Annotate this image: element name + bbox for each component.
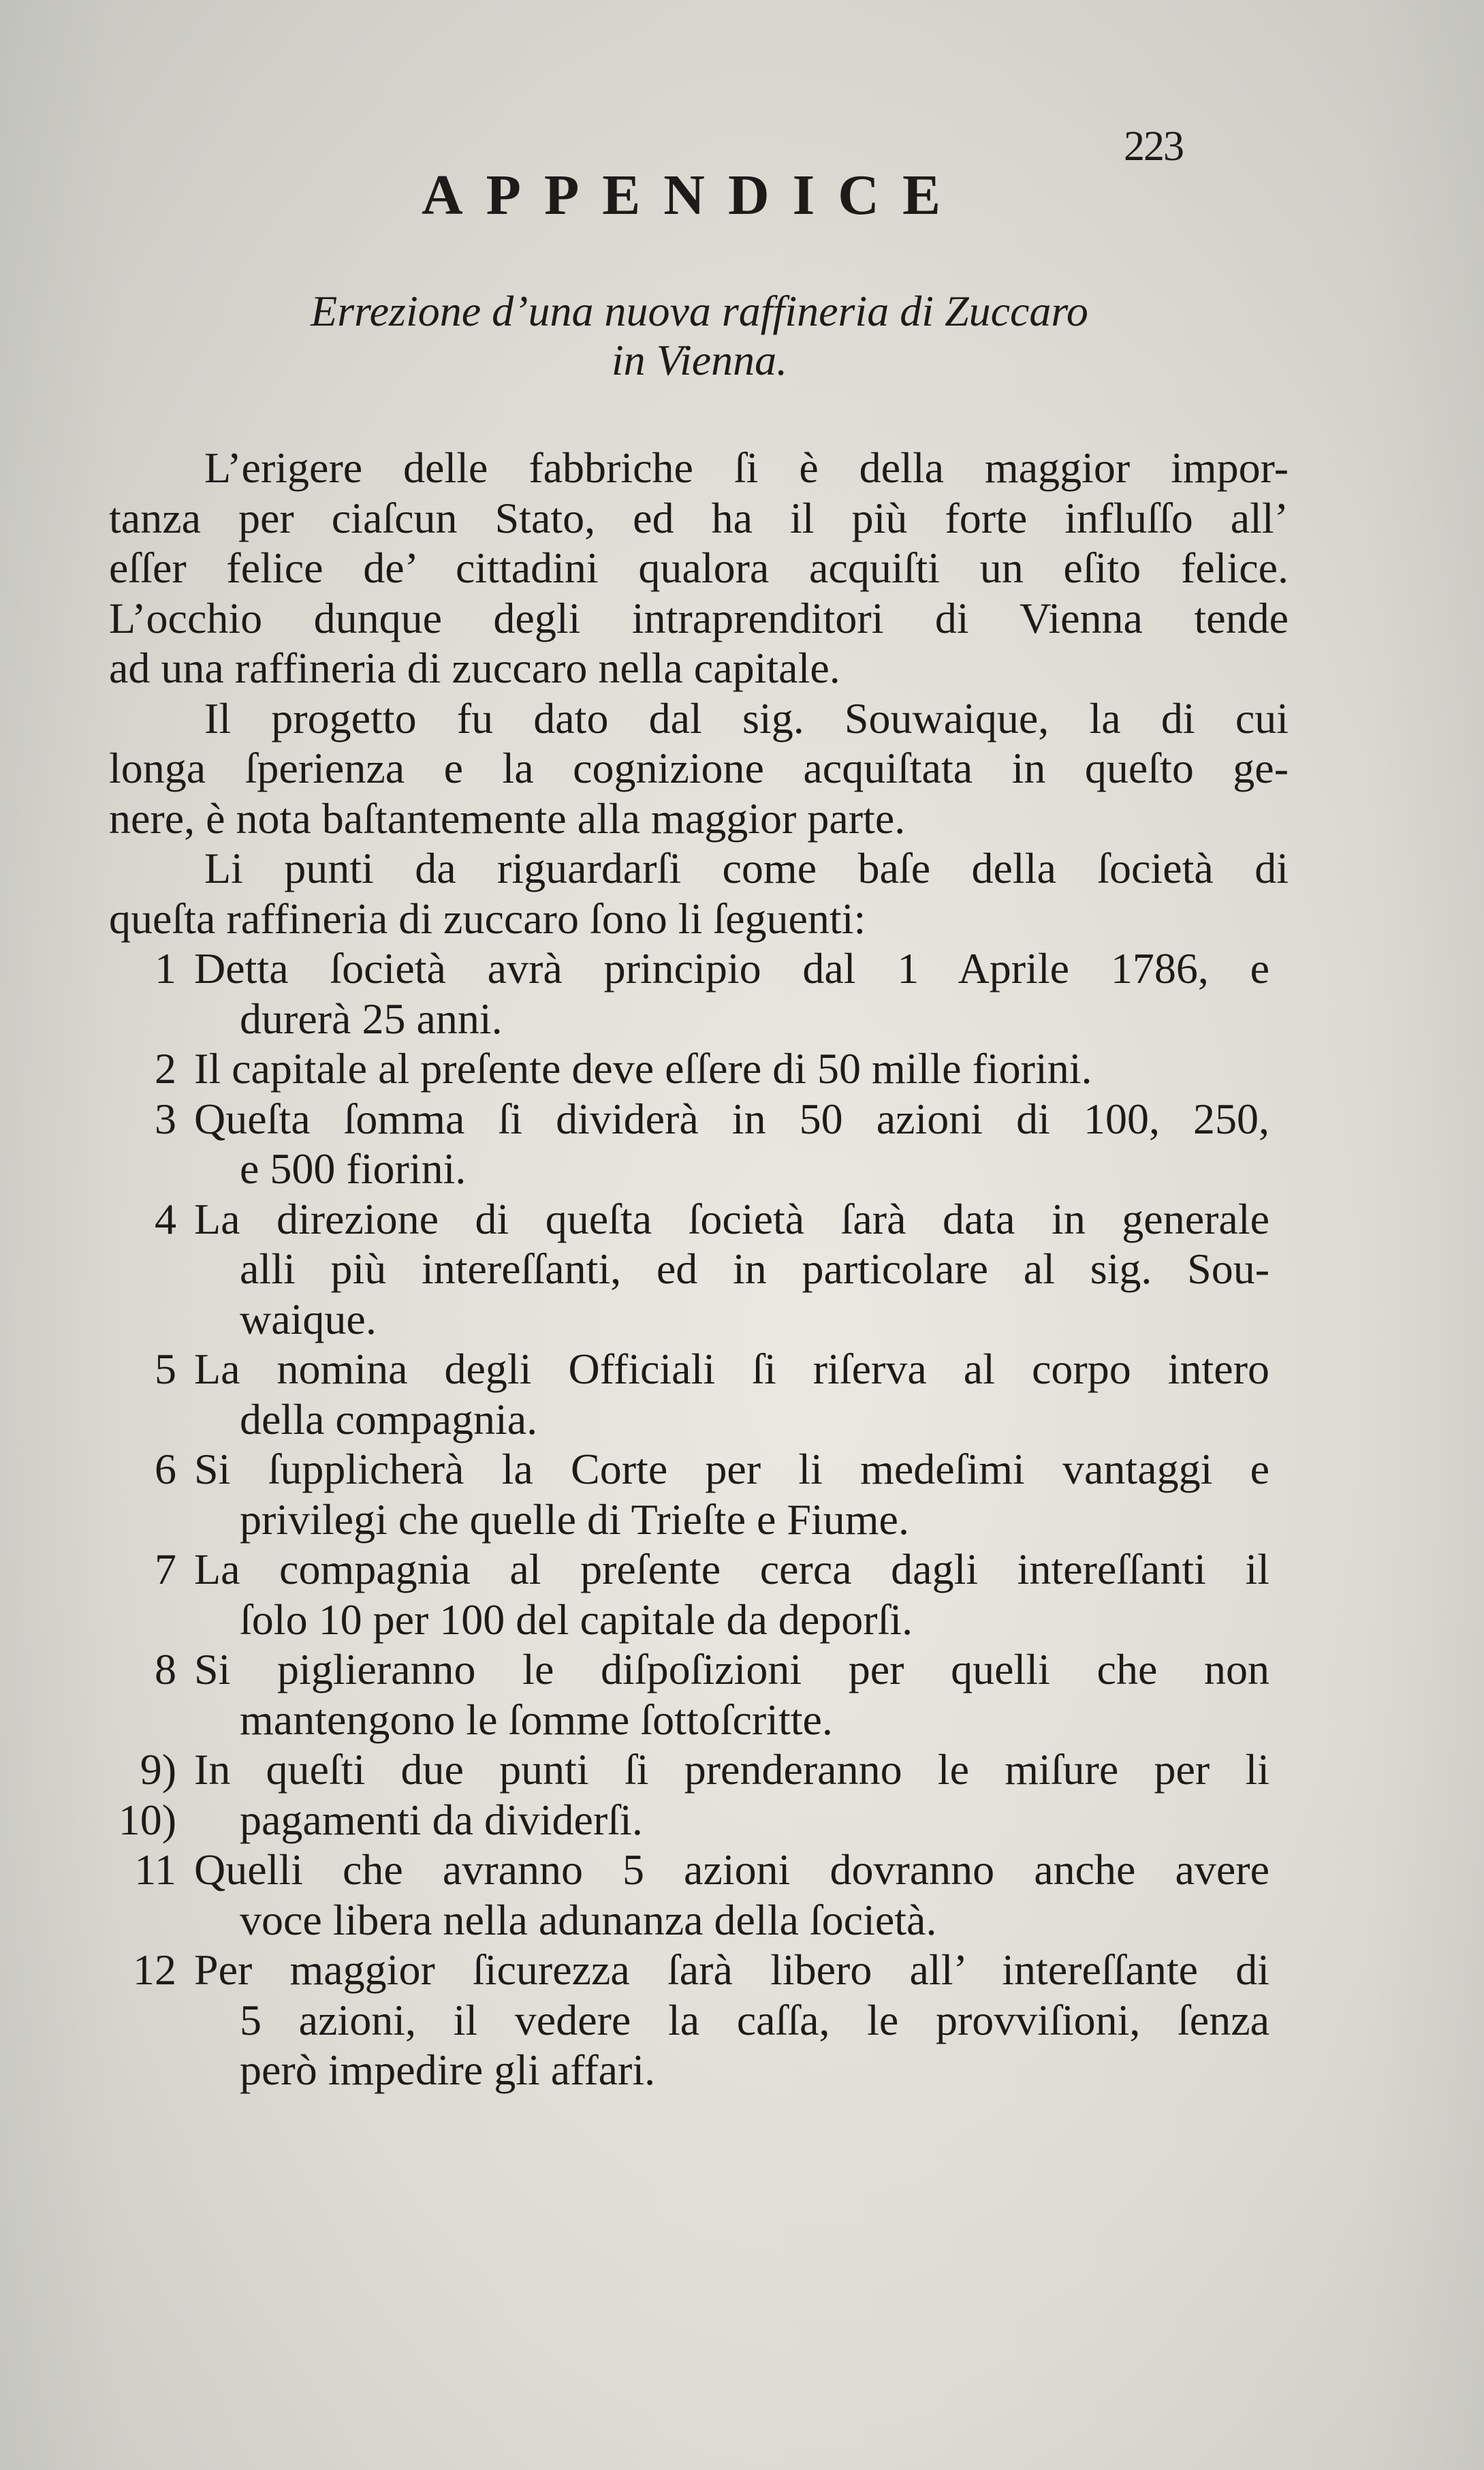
text-line	[0, 543, 1484, 593]
line-text: Queſta ſomma ſi dividerà in 50 azioni di 100, 250,	[194, 1094, 1269, 1143]
line-text: La compagnia al preſente cerca dagli intereſſanti il	[194, 1545, 1269, 1593]
list-item	[0, 1644, 1484, 1745]
line-text: Il progetto fu dato dal sig. Souwaique, la di cui	[204, 693, 1289, 742]
line-text: queſta raffineria di zuccaro ſono li ſeguenti:	[109, 894, 866, 943]
article-title-line-1: Errezione d’una nuova raffineria di Zuccaro	[311, 287, 1088, 335]
text-line	[0, 1094, 1484, 1144]
text-line	[0, 743, 1484, 794]
text-line	[0, 1244, 1484, 1294]
item-number: 10)	[118, 1795, 176, 1844]
text-line	[0, 1544, 1484, 1595]
line-text: privilegi che quelle di Trieſte e Fiume.	[240, 1495, 909, 1544]
article-title-line-2: in Vienna.	[611, 336, 788, 384]
item-number: 6	[155, 1445, 176, 1493]
text-line	[0, 1995, 1484, 2046]
line-text: L’erigere delle fabbriche ſi è della maggior impor-	[204, 443, 1289, 492]
text-line	[0, 593, 1484, 644]
item-number: 1	[155, 944, 176, 992]
list-item	[0, 1344, 1484, 1444]
line-text: L’occhio dunque degli intraprenditori di Vienna tende	[109, 593, 1289, 642]
text-line	[0, 1745, 1484, 1795]
line-text: pagamenti da dividerſi.	[240, 1795, 643, 1844]
list-item	[0, 1444, 1484, 1544]
line-text: voce libera nella adunanza della ſocietà.	[240, 1895, 937, 1944]
text-line	[0, 894, 1484, 944]
text-line	[0, 493, 1484, 544]
list-item	[0, 943, 1484, 1044]
item-number: 8	[155, 1645, 176, 1693]
text-line	[0, 693, 1484, 744]
line-text: longa ſperienza e la cognizione acquiſtata in queſto ge-	[109, 744, 1289, 792]
line-text: La nomina degli Officiali ſi riſerva al corpo intero	[194, 1345, 1269, 1393]
list-item	[0, 1745, 1484, 1845]
item-number: 2	[155, 1044, 176, 1093]
list-item	[0, 1194, 1484, 1345]
section-heading: APPENDICE	[421, 163, 964, 227]
text-line	[0, 1394, 1484, 1445]
text-line	[0, 1845, 1484, 1895]
line-text: La direzione di queſta ſocietà ſarà data in generale	[194, 1194, 1269, 1243]
text-line	[0, 1344, 1484, 1394]
item-number: 4	[155, 1194, 176, 1243]
line-text: e 500 fiorini.	[240, 1144, 467, 1193]
paragraph	[0, 443, 1484, 693]
line-text: ſolo 10 per 100 del capitale da deporſi.	[240, 1595, 913, 1644]
text-line	[0, 643, 1484, 693]
line-text: ad una raffineria di zuccaro nella capitale.	[109, 644, 840, 692]
text-line	[0, 1695, 1484, 1745]
line-text: però impedire gli affari.	[240, 2046, 656, 2094]
line-text: mantengono le ſomme ſottoſcritte.	[240, 1695, 833, 1744]
list-item	[0, 1094, 1484, 1194]
text-line	[0, 1644, 1484, 1695]
text-line	[0, 443, 1484, 493]
line-text: alli più intereſſanti, ed in particolare al sig. Sou-	[240, 1245, 1269, 1293]
text-line	[0, 1044, 1484, 1094]
text-line	[0, 2045, 1484, 2095]
text-line	[0, 1895, 1484, 1945]
list-item	[0, 1945, 1484, 2095]
line-text: eſſer felice de’ cittadini qualora acquiſti un eſito felice.	[109, 544, 1289, 592]
line-text: In queſti due punti ſi prenderanno le miſure per li	[194, 1745, 1269, 1794]
item-number: 7	[155, 1545, 176, 1593]
item-number: 5	[155, 1345, 176, 1393]
text-line	[0, 1194, 1484, 1245]
line-text: nere, è nota baſtantemente alla maggior parte.	[109, 794, 906, 843]
text-line	[0, 994, 1484, 1044]
text-line	[0, 794, 1484, 844]
paragraph	[0, 693, 1484, 844]
paragraph	[0, 843, 1484, 943]
text-line	[0, 1294, 1484, 1345]
text-line	[0, 1444, 1484, 1495]
line-text: Per maggior ſicurezza ſarà libero all’ intereſſante di	[194, 1945, 1269, 1994]
list-item	[0, 1044, 1484, 1094]
line-text: 5 azioni, il vedere la caſſa, le provviſioni, ſenza	[240, 1995, 1269, 2044]
text-line	[0, 1144, 1484, 1194]
page-number: 223	[1124, 123, 1183, 170]
line-text: Detta ſocietà avrà principio dal 1 Aprile 1786, e	[194, 944, 1269, 992]
list-item	[0, 1845, 1484, 1945]
line-text: Si ſupplicherà la Corte per li medeſimi vantaggi e	[194, 1445, 1269, 1493]
line-text: waique.	[240, 1294, 377, 1343]
line-text: Il capitale al preſente deve eſſere di 50 mille fiorini.	[194, 1044, 1092, 1093]
item-number: 12	[133, 1945, 176, 1994]
line-text: Quelli che avranno 5 azioni dovranno anche avere	[194, 1845, 1269, 1894]
item-number: 11	[134, 1845, 176, 1894]
text-line	[0, 1795, 1484, 1845]
text-line	[0, 943, 1484, 994]
text-line	[0, 1595, 1484, 1645]
article-body	[0, 443, 1484, 2095]
line-text: durerà 25 anni.	[240, 994, 503, 1043]
text-line	[0, 1495, 1484, 1545]
item-number: 3	[155, 1094, 176, 1143]
item-number: 9)	[140, 1745, 176, 1794]
text-line	[0, 843, 1484, 894]
text-line	[0, 1945, 1484, 1995]
list-item	[0, 1544, 1484, 1644]
line-text: Si piglieranno le diſpoſizioni per quelli che non	[194, 1645, 1269, 1693]
line-text: tanza per ciaſcun Stato, ed ha il più forte influſſo all’	[109, 493, 1289, 542]
line-text: Li punti da riguardarſi come baſe della ſocietà di	[204, 844, 1289, 892]
line-text: della compagnia.	[240, 1394, 538, 1443]
